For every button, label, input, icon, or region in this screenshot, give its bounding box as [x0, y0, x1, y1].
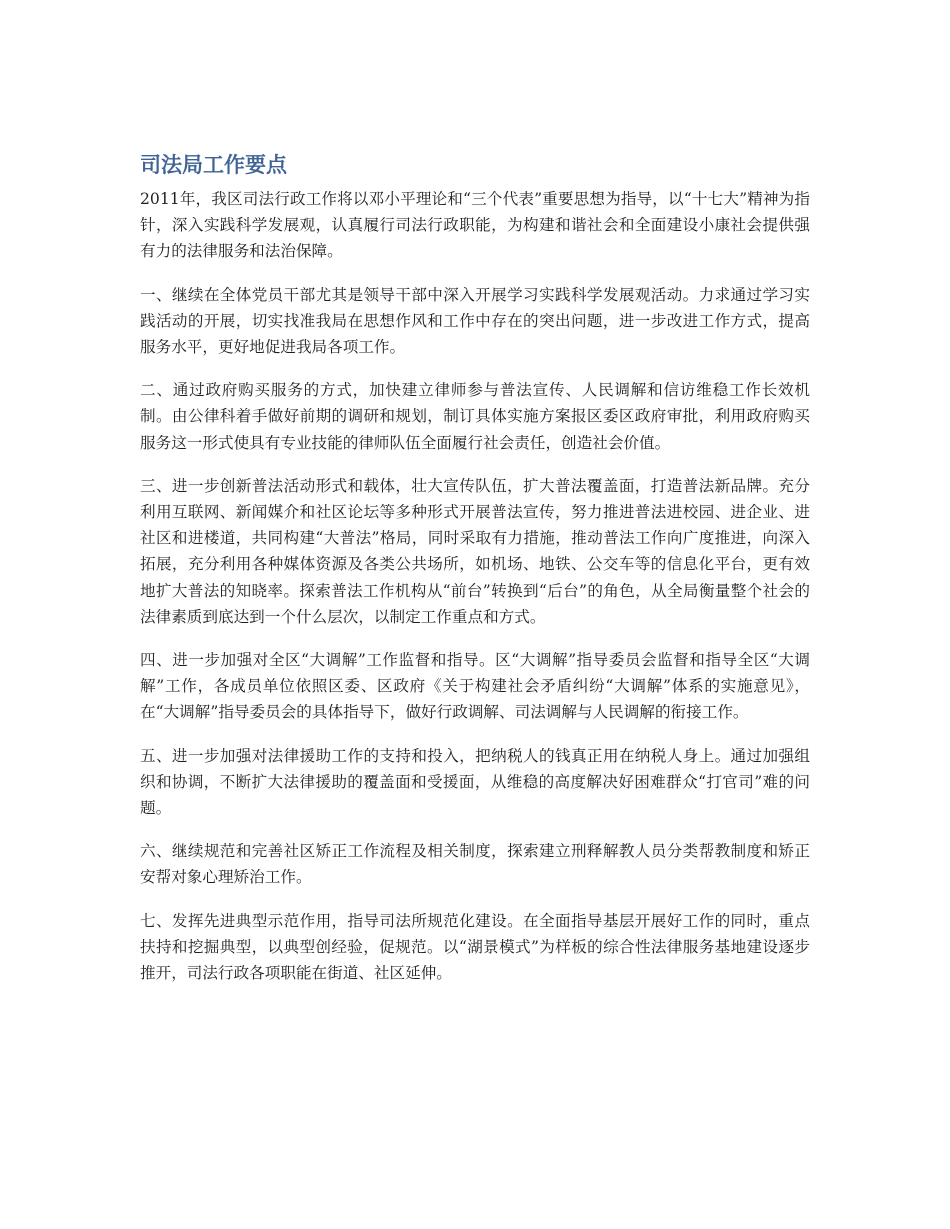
paragraph-item-6: 六、继续规范和完善社区矫正工作流程及相关制度，探索建立刑释解教人员分类帮教制度和矫正安帮对象心理矫治工作。 [140, 842, 810, 887]
paragraph-item-2: 二、通过政府购买服务的方式，加快建立律师参与普法宣传、人民调解和信访维稳工作长效机制。由公律科着手做好前期的调研和规划，制订具体实施方案报区委区政府审批，利用政府购买服务这一形式使具有专业技能的律师队伍全面履行社会责任，创造社会价值。 [140, 381, 810, 452]
paragraph-item-3: 三、进一步创新普法活动形式和载体，壮大宣传队伍，扩大普法覆盖面，打造普法新品牌。充分利用互联网、新闻媒介和社区论坛等多种形式开展普法宣传，努力推进普法进校园、进企业、进社区和进楼道，共同构建“大普法”格局，同时采取有力措施，推动普法工作向广度推进，向深入拓展，充分利用各种媒体资源及各类公共场所，如机场、地铁、公交车等的信息化平台，更有效地扩大普法的知晓率。探索普法工作机构从“前台”转换到“后台”的角色，从全局衡量整个社会的法律素质到底达到一个什么层次，以制定工作重点和方式。 [140, 476, 810, 626]
paragraph-item-4: 四、进一步加强对全区“大调解”工作监督和指导。区“大调解”指导委员会监督和指导全区“大调解”工作，各成员单位依照区委、区政府《关于构建社会矛盾纠纷“大调解”体系的实施意见》，在“大调解”指导委员会的具体指导下，做好行政调解、司法调解与人民调解的衔接工作。 [140, 651, 810, 722]
paragraph-item-7: 七、发挥先进典型示范作用，指导司法所规范化建设。在全面指导基层开展好工作的同时，重点扶持和挖掘典型，以典型创经验，促规范。以“湖景模式”为样板的综合性法律服务基地建设逐步推开，司法行政各项职能在街道、社区延伸。 [140, 911, 810, 983]
document-body [140, 150, 810, 1003]
intro-paragraph: 2011年，我区司法行政工作将以邓小平理论和“三个代表”重要思想为指导，以“十七大”精神为指针，深入实践科学发展观，认真履行司法行政职能，为构建和谐社会和全面建设小康社会提供强有力的法律服务和法治保障。 [140, 190, 810, 261]
document-title: 司法局工作要点 [140, 153, 287, 177]
paragraph-item-1: 一、继续在全体党员干部尤其是领导干部中深入开展学习实践科学发展观活动。力求通过学习实践活动的开展，切实找准我局在思想作风和工作中存在的突出问题，进一步改进工作方式，提高服务水平，更好地促进我局各项工作。 [140, 285, 810, 357]
paragraph-item-5: 五、进一步加强对法律援助工作的支持和投入，把纳税人的钱真正用在纳税人身上。通过加强组织和协调，不断扩大法律援助的覆盖面和受援面，从维稳的高度解决好困难群众“打官司”难的问题。 [140, 746, 810, 818]
